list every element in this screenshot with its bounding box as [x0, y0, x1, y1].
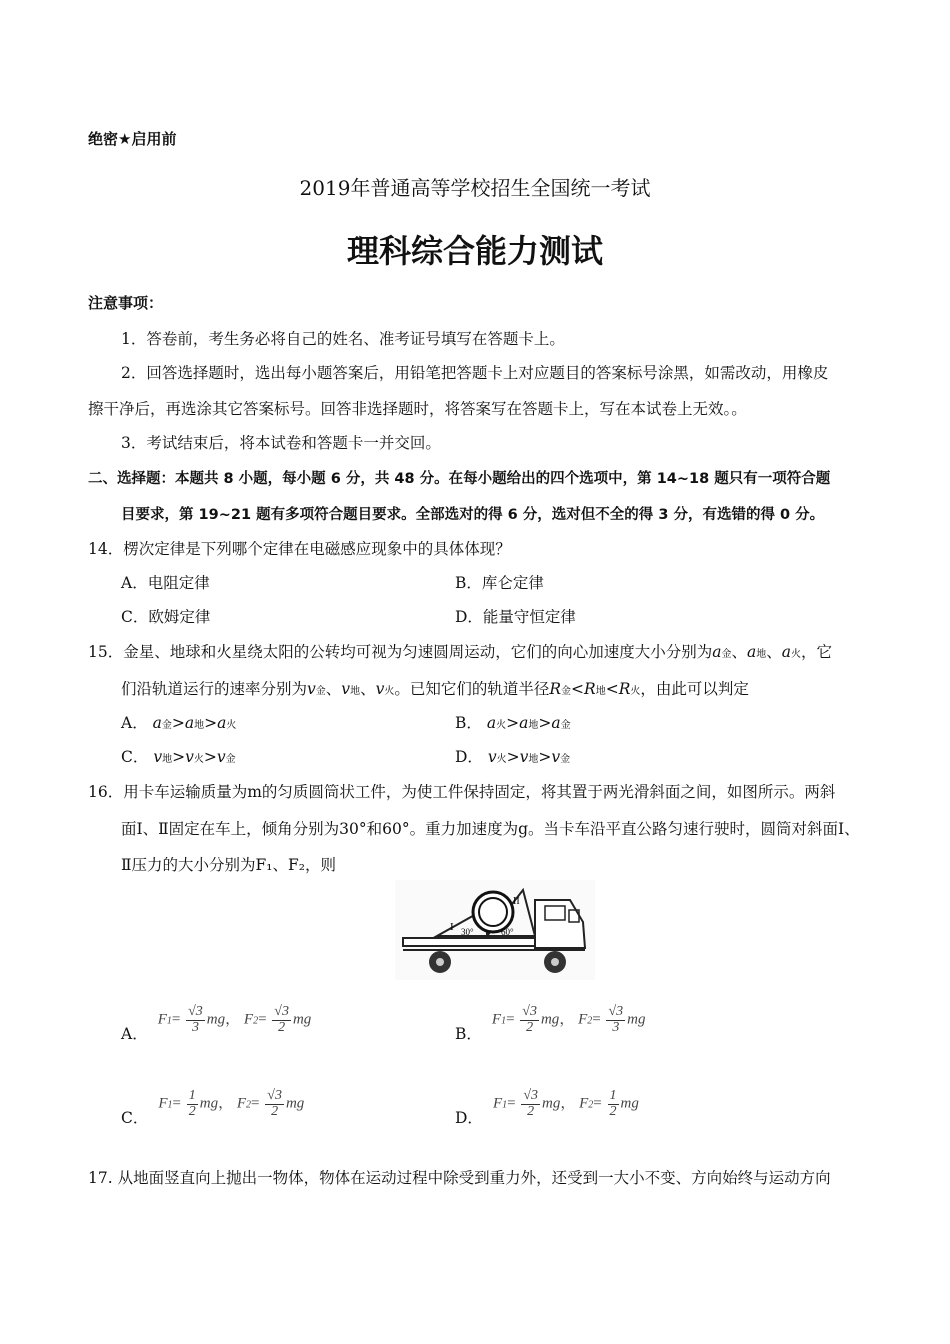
- secret-mark: 绝密★启用前: [88, 130, 177, 148]
- subject-title: 理科综合能力测试: [346, 232, 603, 270]
- section-heading-line1: 二、选择题：本题共 8 小题，每小题 6 分，共 48 分。在每小题给出的四个选项中，第 14~18 题只有一项符合题: [88, 471, 831, 487]
- note-item-1: 1．答卷前，考生务必将自己的姓名、准考证号填写在答题卡上。: [121, 330, 565, 348]
- q14-option-c: C．欧姆定律: [121, 608, 211, 626]
- q15-option-c: C． v地>v火>v金: [121, 748, 236, 766]
- q16-stem-line1: 16．用卡车运输质量为m的匀质圆筒状工件，为使工件保持固定，将其置于两光滑斜面之间，如图所示。两斜: [88, 783, 836, 801]
- q16-stem-line2: 面Ⅰ、Ⅱ固定在车上，倾角分别为30°和60°。重力加速度为g。当卡车沿平直公路匀速行驶时，圆筒对斜面Ⅰ、: [121, 820, 860, 838]
- notes-heading: 注意事项：: [88, 294, 164, 312]
- q15-stem-line2: 们沿轨道运行的速率分别为v金、v地、v火。已知它们的轨道半径R金<R地<R火，由此可以判定: [121, 680, 749, 698]
- label-II: II: [513, 896, 520, 907]
- q16-option-b: B． F1= $\frac{√3}{2}$ mg， F2= $\frac{√3}{3}$ mg: [455, 1003, 646, 1043]
- q15-stem-line1: 15．金星、地球和火星绕太阳的公转均可视为匀速圆周运动，它们的向心加速度大小分别为a金、a地、a火，它: [88, 643, 833, 661]
- q14-stem: 14．楞次定律是下列哪个定律在电磁感应现象中的具体体现？: [88, 540, 511, 558]
- note-item-3: 3．考试结束后，将本试卷和答题卡一并交回。: [121, 434, 441, 452]
- q15-option-d: D． v火>v地>v金: [455, 748, 571, 766]
- q14-option-b: B．库仑定律: [455, 574, 544, 592]
- angle-60: 60°: [501, 927, 514, 937]
- q14-option-d: D．能量守恒定律: [455, 608, 576, 626]
- q16-option-d: D． F1= $\frac{√3}{2}$ mg， F2= $\frac{1}{2}$ mg: [455, 1087, 639, 1127]
- q16-option-c: C． F1= $\frac{1}{2}$ mg， F2= $\frac{√3}{2}$ mg: [121, 1087, 305, 1127]
- q17-stem-line1: 17. 从地面竖直向上抛出一物体，物体在运动过程中除受到重力外，还受到一大小不变、方向始终与运动方向: [88, 1169, 831, 1187]
- section-heading-line2: 目要求，第 19~21 题有多项符合题目要求。全部选对的得 6 分，选对但不全的得 3 分，有选错的得 0 分。: [121, 507, 825, 523]
- q16-stem-line3: Ⅱ压力的大小分别为F₁、F₂，则: [121, 856, 336, 874]
- q16-option-a: A． F1= $\frac{√3}{3}$ mg， F2= $\frac{√3}{2}$ mg: [121, 1003, 312, 1043]
- truck-bed: [403, 938, 543, 946]
- q14-option-a: A．电阻定律: [121, 574, 210, 592]
- note-item-2-line1: 2．回答选择题时，选出每小题答案后，用铅笔把答题卡上对应题目的答案标号涂黑，如需改动，用橡皮: [121, 364, 829, 382]
- angle-30: 30°: [461, 927, 474, 937]
- cylinder-inner: [479, 898, 507, 926]
- truck-figure: [395, 880, 595, 980]
- q15-option-a: A． a金>a地>a火: [121, 714, 237, 732]
- note-item-2-line2: 擦干净后，再选涂其它答案标号。回答非选择题时，将答案写在答题卡上，写在本试卷上无效。。: [88, 400, 747, 418]
- exam-title: 2019年普通高等学校招生全国统一考试: [299, 176, 651, 200]
- label-I: I: [450, 921, 454, 933]
- q15-option-b: B． a火>a地>a金: [455, 714, 571, 732]
